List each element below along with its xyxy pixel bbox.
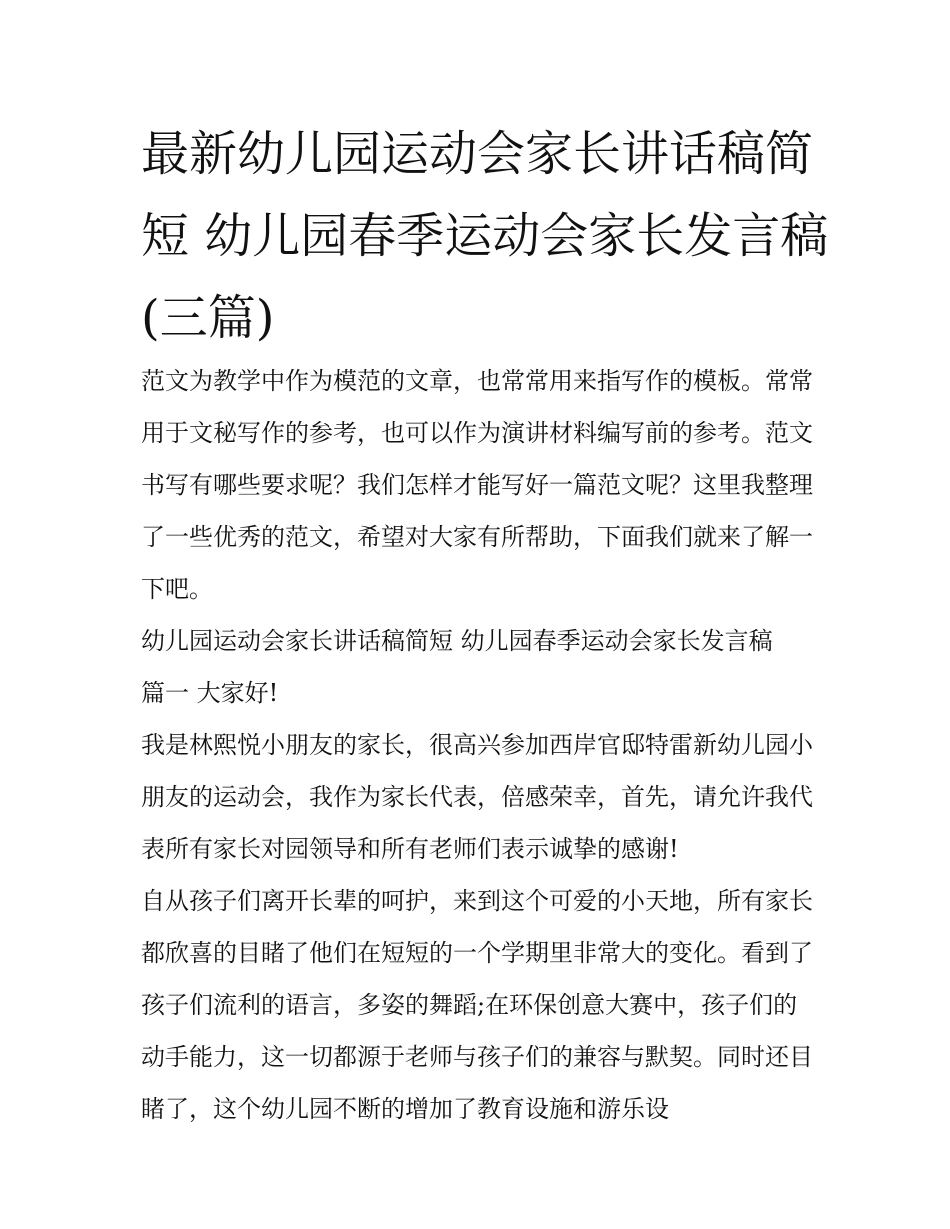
document-title: 最新幼儿园运动会家长讲话稿简短 幼儿园春季运动会家长发言稿(三篇) (141, 126, 829, 346)
speech-paragraph-2: 自从孩子们离开长辈的呵护，来到这个可爱的小天地，所有家长都欣喜的目睹了他们在短短的一个学期里非常大的变化。看到了孩子们流利的语言，多姿的舞蹈;在环保创意大赛中，孩子们的动手能力，这一切都源于老师与孩子们的兼容与默契。同时还目睹了，这个幼儿园不断的增加了教育设施和游乐设 (141, 887, 813, 1123)
speech-paragraph-1: 我是林熙悦小朋友的家长，很高兴参加西岸官邸特雷新幼儿园小朋友的运动会，我作为家长代表，倍感荣幸，首先，请允许我代表所有家长对园领导和所有老师们表示诚挚的感谢! (141, 731, 813, 863)
document-body (141, 355, 816, 1135)
section-heading: 幼儿园运动会家长讲话稿简短 幼儿园春季运动会家长发言稿 (141, 627, 773, 655)
intro-paragraph: 范文为教学中作为模范的文章，也常常用来指写作的模板。常常用于文秘写作的参考，也可以作为演讲材料编写前的参考。范文书写有哪些要求呢？我们怎样才能写好一篇范文呢？这里我整理了一些优秀的范文，希望对大家有所帮助，下面我们就来了解一下吧。 (141, 367, 813, 603)
greeting-paragraph: 篇一 大家好! (141, 679, 279, 707)
